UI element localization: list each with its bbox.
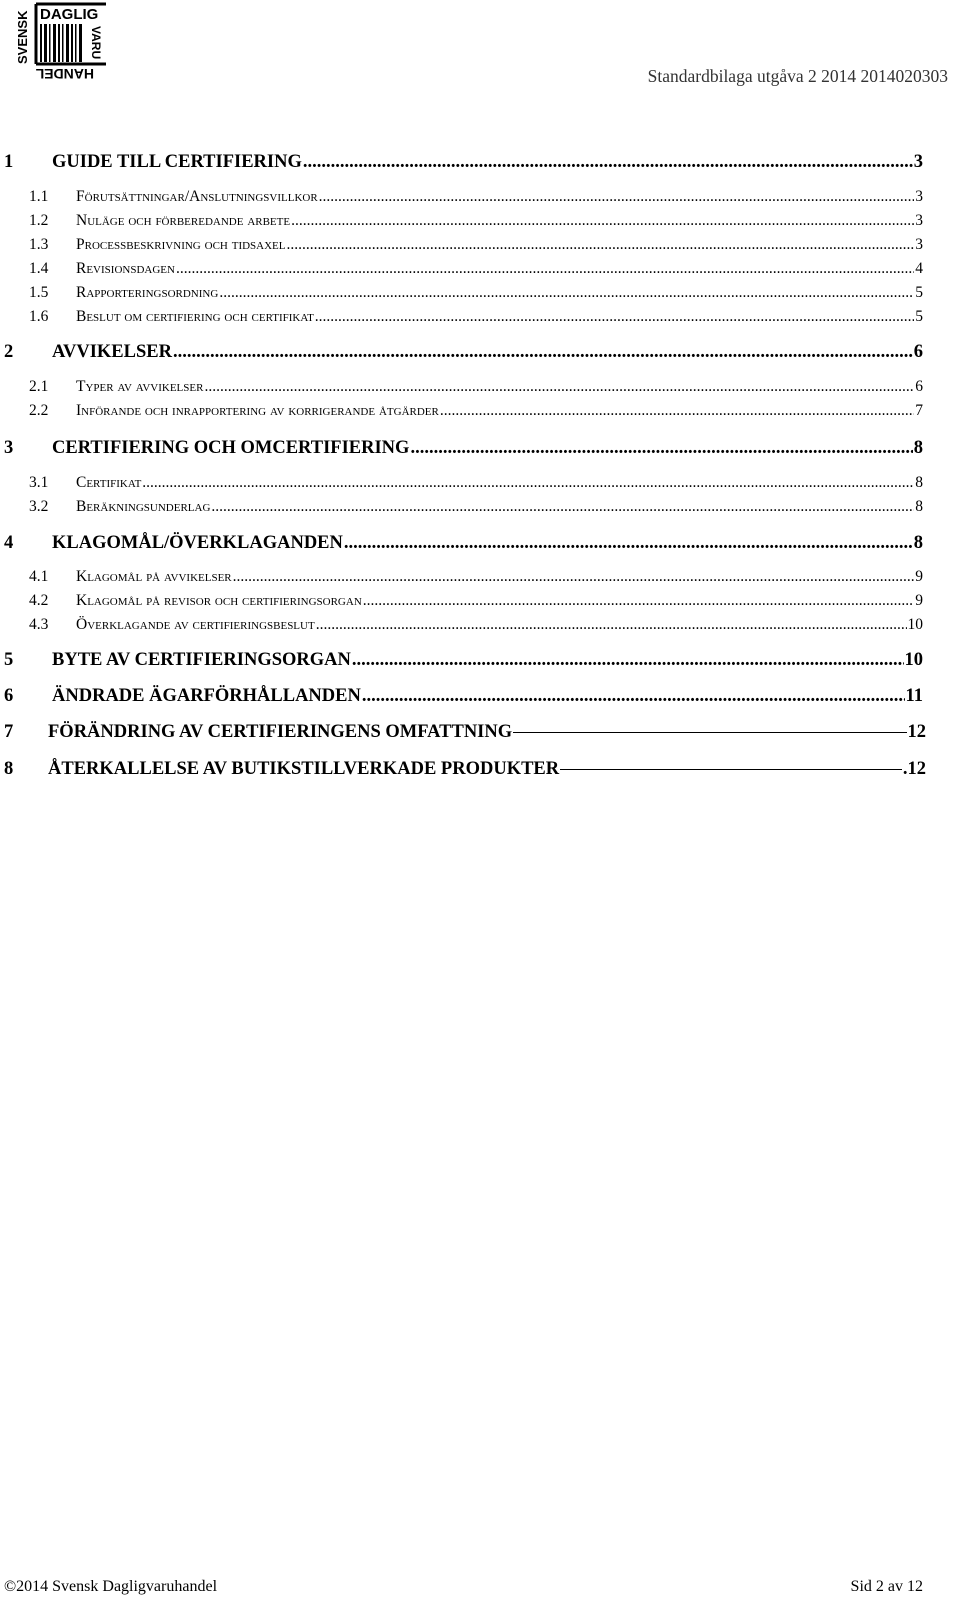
toc-entry[interactable]	[0, 236, 960, 260]
toc-entry-line	[52, 650, 923, 671]
svensk-dagligvaruhandel-logo	[14, 2, 114, 84]
toc-entry-number: 3.1	[29, 474, 49, 491]
toc-entry[interactable]	[0, 759, 960, 783]
toc-entry-page: 9	[915, 592, 923, 609]
toc-entry[interactable]	[0, 212, 960, 236]
toc-entry-line	[76, 568, 923, 586]
toc-entry-line	[48, 759, 926, 780]
toc-entry-page: 8	[913, 533, 923, 553]
toc-entry-line	[76, 260, 923, 278]
toc-entry-page: 11	[905, 686, 923, 706]
toc-dot-leader	[440, 402, 914, 420]
toc-entry[interactable]	[0, 722, 960, 746]
toc-entry-line	[52, 342, 923, 363]
toc-entry-title: AVVIKELSER	[52, 342, 172, 362]
toc-entry-title: CERTIFIERING OCH OMCERTIFIERING	[52, 438, 410, 458]
toc-entry-number: 4.3	[29, 616, 49, 633]
toc-entry-title: ÅTERKALLELSE AV BUTIKSTILLVERKADE PRODUKTER	[48, 759, 560, 779]
toc-dot-leader	[211, 498, 914, 516]
toc-entry-title: Revisionsdagen	[76, 260, 175, 277]
toc-dot-leader	[287, 236, 915, 254]
toc-entry-number: 4.1	[29, 568, 49, 585]
toc-entry-number: 4	[4, 533, 14, 553]
toc-entry-title: Typer av avvikelser	[76, 378, 204, 395]
toc-entry-page: 8	[915, 498, 923, 515]
toc-entry-line	[52, 533, 923, 554]
toc-entry-line	[76, 592, 923, 610]
toc-dot-leader	[344, 533, 913, 554]
toc-dot-leader	[352, 650, 904, 671]
toc-dot-leader	[315, 308, 914, 326]
toc-entry[interactable]	[0, 152, 960, 176]
toc-entry-title: Beräkningsunderlag	[76, 498, 211, 515]
toc-entry[interactable]	[0, 474, 960, 498]
toc-entry-page: 7	[915, 402, 923, 419]
toc-entry-title: Överklagande av certifieringsbeslut	[76, 616, 315, 633]
toc-entry-page: 6	[913, 342, 923, 362]
toc-entry-number: 1.2	[29, 212, 49, 229]
toc-entry-number: 8	[4, 759, 14, 779]
toc-dot-leader	[303, 152, 913, 173]
toc-entry[interactable]	[0, 592, 960, 616]
toc-dot-leader	[362, 686, 905, 707]
toc-entry[interactable]	[0, 533, 960, 557]
toc-entry-title: Processbeskrivning och tidsaxel	[76, 236, 286, 253]
toc-entry-number: 2	[4, 342, 14, 362]
toc-dot-leader	[291, 212, 914, 230]
toc-entry-title: Införande och inrapportering av korrigerande åtgärder	[76, 402, 439, 419]
toc-entry-line	[76, 498, 923, 516]
toc-entry-page: 3	[915, 236, 923, 253]
toc-entry-line	[76, 236, 923, 254]
toc-entry-title: KLAGOMÅL/ÖVERKLAGANDEN	[52, 533, 343, 553]
footer-page-indicator: Sid 2 av 12	[850, 1578, 923, 1595]
toc-entry-page: 8	[915, 474, 923, 491]
toc-entry-number: 3	[4, 438, 14, 458]
toc-entry-title: Beslut om certifiering och certifikat	[76, 308, 314, 325]
toc-entry[interactable]	[0, 650, 960, 674]
toc-entry-page: 12	[907, 722, 926, 742]
toc-entry-line	[52, 438, 923, 459]
toc-entry-title: Nuläge och förberedande arbete	[76, 212, 291, 229]
toc-dot-leader	[233, 568, 915, 586]
toc-dot-leader	[176, 260, 914, 278]
toc-dot-leader	[513, 722, 906, 743]
toc-entry-page: .12	[902, 759, 926, 779]
toc-entry-number: 1.1	[29, 188, 49, 205]
toc-entry-number: 5	[4, 650, 14, 670]
toc-entry-number: 2.1	[29, 378, 49, 395]
logo-word-varu: VARU	[89, 26, 103, 60]
toc-entry[interactable]	[0, 402, 960, 426]
toc-entry-title: Certifikat	[76, 474, 142, 491]
toc-dot-leader	[560, 759, 902, 780]
toc-entry-line	[76, 188, 923, 206]
toc-entry-page: 4	[915, 260, 923, 277]
toc-entry-line	[76, 308, 923, 326]
toc-entry-title: Klagomål på revisor och certifieringsorgan	[76, 592, 362, 609]
toc-entry-number: 1.4	[29, 260, 49, 277]
toc-dot-leader	[363, 592, 914, 610]
toc-entry-page: 5	[915, 284, 923, 301]
toc-entry-number: 2.2	[29, 402, 49, 419]
toc-entry-line	[52, 152, 923, 173]
toc-dot-leader	[319, 188, 915, 206]
toc-entry[interactable]	[0, 568, 960, 592]
toc-entry-number: 7	[4, 722, 14, 742]
toc-entry-page: 9	[915, 568, 923, 585]
toc-entry-page: 3	[913, 152, 923, 172]
toc-entry-page: 3	[915, 212, 923, 229]
footer-copyright: ©2014 Svensk Dagligvaruhandel	[4, 1578, 218, 1595]
toc-entry[interactable]	[0, 616, 960, 640]
toc-entry-number: 3.2	[29, 498, 49, 515]
toc-entry[interactable]	[0, 188, 960, 212]
toc-dot-leader	[219, 284, 914, 302]
toc-entry-title: Förutsättningar/Anslutningsvillkor	[76, 188, 318, 205]
toc-entry-number: 6	[4, 686, 14, 706]
toc-entry-line	[76, 616, 923, 634]
toc-entry-title: FÖRÄNDRING AV CERTIFIERINGENS OMFATTNING	[48, 722, 513, 742]
toc-entry-line	[52, 686, 923, 707]
toc-entry[interactable]	[0, 284, 960, 308]
toc-entry[interactable]	[0, 686, 960, 710]
toc-entry-line	[76, 402, 923, 420]
toc-entry-title: GUIDE TILL CERTIFIERING	[52, 152, 302, 172]
toc-entry-number: 1.3	[29, 236, 49, 253]
toc-entry[interactable]	[0, 308, 960, 332]
toc-entry[interactable]	[0, 260, 960, 284]
toc-entry-title: Rapporteringsordning	[76, 284, 219, 301]
logo-word-handel: HANDEL	[35, 66, 94, 82]
toc-entry-line	[76, 284, 923, 302]
toc-dot-leader	[316, 616, 907, 634]
logo-word-svensk: SVENSK	[15, 10, 30, 64]
toc-dot-leader	[142, 474, 914, 492]
document-code: Standardbilaga utgåva 2 2014 2014020303	[647, 66, 948, 86]
toc-entry[interactable]	[0, 342, 960, 366]
toc-dot-leader	[173, 342, 913, 363]
toc-entry[interactable]	[0, 438, 960, 462]
toc-entry-title: ÄNDRADE ÄGARFÖRHÅLLANDEN	[52, 686, 361, 706]
toc-dot-leader	[410, 438, 912, 459]
toc-entry-page: 6	[915, 378, 923, 395]
toc-entry-number: 1.6	[29, 308, 49, 325]
toc-entry-title: BYTE AV CERTIFIERINGSORGAN	[52, 650, 351, 670]
toc-entry-page: 3	[915, 188, 923, 205]
toc-dot-leader	[204, 378, 914, 396]
toc-entry[interactable]	[0, 498, 960, 522]
toc-entry-number: 1.5	[29, 284, 49, 301]
toc-entry-line	[76, 474, 923, 492]
toc-entry-page: 8	[913, 438, 923, 458]
toc-entry-page: 10	[904, 650, 923, 670]
toc-entry[interactable]	[0, 378, 960, 402]
toc-entry-page: 10	[907, 616, 923, 633]
toc-entry-line	[48, 722, 926, 743]
toc-entry-page: 5	[915, 308, 923, 325]
toc-entry-line	[76, 212, 923, 230]
toc-entry-title: Klagomål på avvikelser	[76, 568, 232, 585]
toc-entry-line	[76, 378, 923, 396]
logo-word-daglig: DAGLIG	[40, 6, 99, 23]
toc-entry-number: 1	[4, 152, 14, 172]
toc-entry-number: 4.2	[29, 592, 49, 609]
